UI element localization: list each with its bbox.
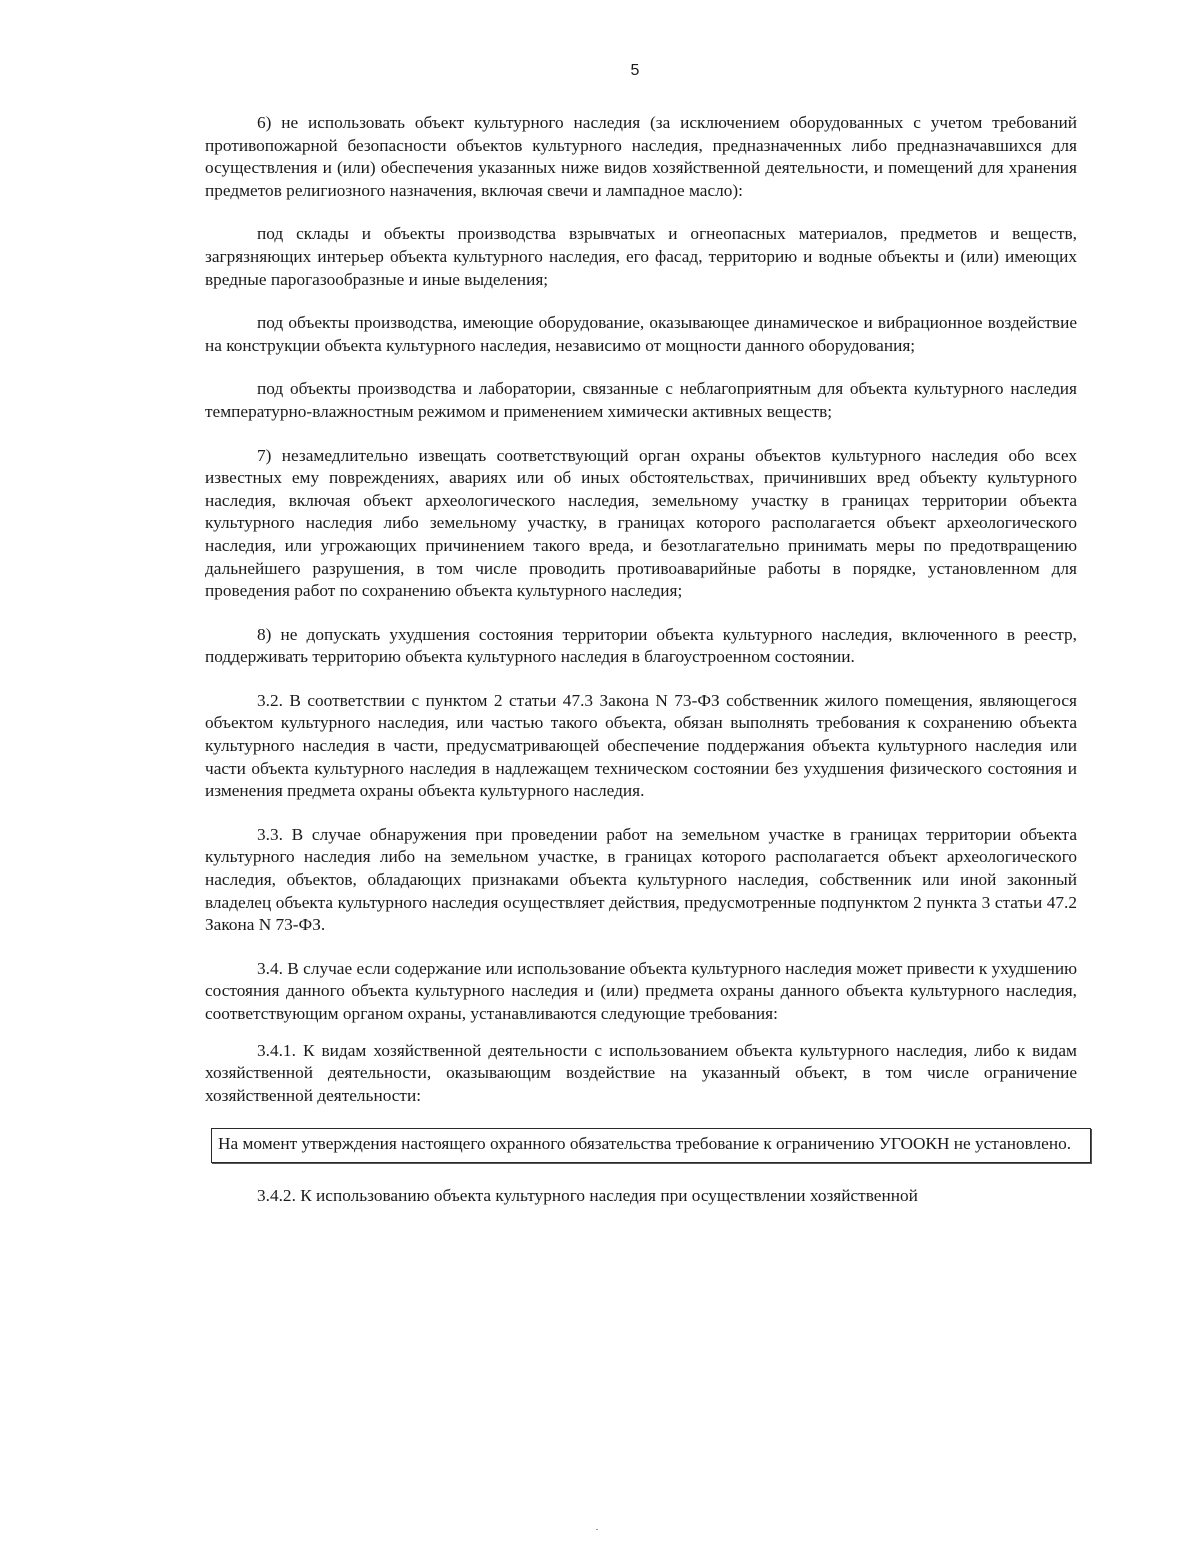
paragraph-item-8: 8) не допускать ухудшения состояния территории объекта культурного наследия, включенного в реестр, поддерживать территорию объекта культурного наследия в благоустроенном состоянии.: [205, 624, 1077, 667]
document-body: [205, 112, 1077, 1229]
restriction-note-box: На момент утверждения настоящего охранного обязательства требование к ограничению УГООКН не установлено.: [211, 1128, 1091, 1163]
paragraph-3-4-1: 3.4.1. К видам хозяйственной деятельности с использованием объекта культурного наследия, либо к видам хозяйственной деятельности, оказывающим воздействие на указанный объект, в том числе ограничение хозяйственной деятельности:: [205, 1040, 1077, 1105]
paragraph-3-2: 3.2. В соответствии с пунктом 2 статьи 47.3 Закона N 73-ФЗ собственник жилого помещения, являющегося объектом культурного наследия, или частью такого объекта, обязан выполнять требования к сохранению объекта культурного наследия в части, предусматривающей обеспечение поддержания объекта культурного наследия или части объекта культурного наследия в надлежащем техническом состоянии без ухудшения физического состояния и изменения предмета охраны объекта культурного наследия.: [205, 690, 1077, 801]
paragraph-production-vibration: под объекты производства, имеющие оборудование, оказывающее динамическое и вибрационное воздействие на конструкции объекта культурного наследия, независимо от мощности данного оборудования;: [205, 313, 1077, 355]
page-number: 5: [630, 62, 640, 79]
paragraph-3-4-2: 3.4.2. К использованию объекта культурного наследия при осуществлении хозяйственной: [257, 1185, 918, 1205]
scan-artifact: [596, 1529, 598, 1530]
paragraph-item-7: 7) незамедлительно извещать соответствующий орган охраны объектов культурного наследия обо всех известных ему повреждениях, авариях или об иных обстоятельствах, причинивших вред объекту культурного наследия, включая объект археологического наследия, земельному участку в границах территории объекта культурного наследия либо земельному участку, в границах которого располагается объект археологического наследия, или угрожающих причинением такого вреда, и безотлагательно принимать меры по предотвращению дальнейшего разрушения, в том числе проводить противоаварийные работы в порядке, установленном для проведения работ по сохранению объекта культурного наследия;: [205, 445, 1077, 601]
paragraph-item-6: 6) не использовать объект культурного наследия (за исключением оборудованных с учетом требований противопожарной безопасности объектов культурного наследия, предназначенных либо предназначавшихся для осуществления и (или) обеспечения указанных ниже видов хозяйственной деятельности, и помещений для хранения предметов религиозного назначения, включая свечи и лампадное масло):: [205, 113, 1077, 200]
paragraph-warehouses: под склады и объекты производства взрывчатых и огнеопасных материалов, предметов и веществ, загрязняющих интерьер объекта культурного наследия, его фасад, территорию и водные объекты и (или) имеющих вредные парогазообразные и иные выделения;: [205, 224, 1077, 289]
paragraph-3-4: 3.4. В случае если содержание или использование объекта культурного наследия может привести к ухудшению состояния данного объекта культурного наследия и (или) предмета охраны данного объекта культурного наследия, соответствующим органом охраны, устанавливаются следующие требования:: [205, 958, 1077, 1023]
paragraph-3-3: 3.3. В случае обнаружения при проведении работ на земельном участке в границах территории объекта культурного наследия либо на земельном участке, в границах которого располагается объект археологического наследия, объектов, обладающих признаками объекта культурного наследия, собственник или иной законный владелец объекта культурного наследия осуществляет действия, предусмотренные подпунктом 2 пункта 3 статьи 47.2 Закона N 73-ФЗ.: [205, 824, 1077, 935]
paragraph-laboratories: под объекты производства и лаборатории, связанные с неблагоприятным для объекта культурного наследия температурно-влажностным режимом и применением химически активных веществ;: [205, 379, 1077, 421]
